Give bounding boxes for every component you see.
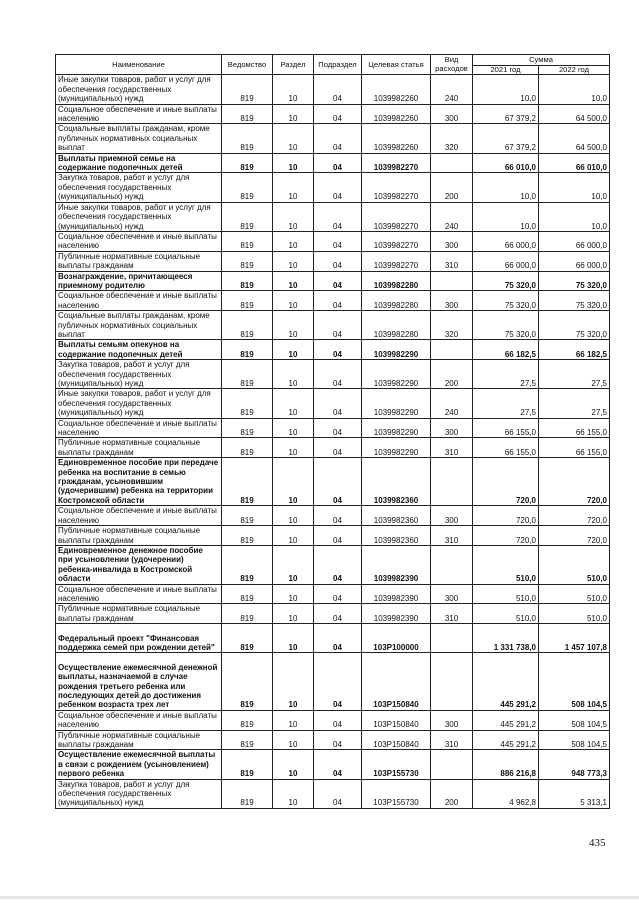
row-sum-2022: 27,5 bbox=[539, 360, 610, 389]
row-section: 10 bbox=[273, 291, 314, 311]
header-exp-type: Вид расходов bbox=[431, 55, 473, 75]
table-row bbox=[56, 124, 610, 153]
table-row bbox=[56, 604, 610, 624]
row-subsection: 04 bbox=[314, 506, 362, 526]
row-section: 10 bbox=[273, 173, 314, 202]
row-name: Осуществление ежемесячной выплаты в связи с рождением (усыновлением) первого ребенка bbox=[56, 750, 222, 779]
row-sum-2022: 75 320,0 bbox=[539, 311, 610, 340]
row-exp-type: 300 bbox=[431, 506, 473, 526]
row-section: 10 bbox=[273, 624, 314, 653]
table-row bbox=[56, 271, 610, 291]
row-exp-type: 310 bbox=[431, 730, 473, 750]
row-sum-2021: 75 320,0 bbox=[473, 271, 539, 291]
row-section: 10 bbox=[273, 153, 314, 173]
row-exp-type: 310 bbox=[431, 604, 473, 624]
row-sum-2022: 66 000,0 bbox=[539, 231, 610, 251]
row-sum-2021: 10,0 bbox=[473, 202, 539, 231]
row-target: 1039982270 bbox=[362, 153, 431, 173]
row-dept: 819 bbox=[222, 173, 273, 202]
row-sum-2022: 10,0 bbox=[539, 202, 610, 231]
row-target: 103P150840 bbox=[362, 710, 431, 730]
row-dept: 819 bbox=[222, 710, 273, 730]
row-name: Социальное обеспечение и иные выплаты населению bbox=[56, 710, 222, 730]
row-sum-2022: 66 155,0 bbox=[539, 438, 610, 458]
row-target: 1039982290 bbox=[362, 418, 431, 438]
row-sum-2022: 66 010,0 bbox=[539, 153, 610, 173]
row-name: Социальное обеспечение и иные выплаты населению bbox=[56, 506, 222, 526]
row-section: 10 bbox=[273, 779, 314, 808]
row-sum-2022: 510,0 bbox=[539, 545, 610, 584]
row-sum-2022: 10,0 bbox=[539, 173, 610, 202]
row-exp-type bbox=[431, 340, 473, 360]
row-subsection: 04 bbox=[314, 104, 362, 124]
budget-table bbox=[55, 54, 610, 809]
row-sum-2022: 510,0 bbox=[539, 604, 610, 624]
row-target: 1039982290 bbox=[362, 389, 431, 418]
row-target: 1039982270 bbox=[362, 202, 431, 231]
header-dept: Ведомство bbox=[222, 55, 273, 75]
row-sum-2021: 1 331 738,0 bbox=[473, 624, 539, 653]
row-section: 10 bbox=[273, 730, 314, 750]
row-subsection: 04 bbox=[314, 604, 362, 624]
row-name: Социальное обеспечение и иные выплаты населению bbox=[56, 291, 222, 311]
header-target: Целевая статья bbox=[362, 55, 431, 75]
row-section: 10 bbox=[273, 75, 314, 104]
page-number: 435 bbox=[589, 837, 606, 849]
row-sum-2021: 445 291,2 bbox=[473, 730, 539, 750]
row-target: 1039982360 bbox=[362, 526, 431, 546]
row-dept: 819 bbox=[222, 340, 273, 360]
row-sum-2022: 508 104,5 bbox=[539, 653, 610, 710]
row-exp-type: 300 bbox=[431, 710, 473, 730]
row-sum-2022: 10,0 bbox=[539, 75, 610, 104]
row-target: 103P155730 bbox=[362, 779, 431, 808]
row-name: Публичные нормативные социальные выплаты гражданам bbox=[56, 526, 222, 546]
budget-sheet bbox=[55, 54, 609, 809]
row-section: 10 bbox=[273, 750, 314, 779]
row-sum-2021: 720,0 bbox=[473, 506, 539, 526]
row-subsection: 04 bbox=[314, 271, 362, 291]
header-subsection: Подраздел bbox=[314, 55, 362, 75]
row-section: 10 bbox=[273, 458, 314, 506]
row-section: 10 bbox=[273, 418, 314, 438]
row-dept: 819 bbox=[222, 311, 273, 340]
row-target: 1039982390 bbox=[362, 584, 431, 604]
row-subsection: 04 bbox=[314, 750, 362, 779]
row-target: 1039982270 bbox=[362, 231, 431, 251]
row-section: 10 bbox=[273, 389, 314, 418]
row-exp-type bbox=[431, 653, 473, 710]
row-subsection: 04 bbox=[314, 624, 362, 653]
row-name: Иные закупки товаров, работ и услуг для обеспечения государственных (муниципальных) нужд bbox=[56, 202, 222, 231]
row-name: Вознаграждение, причитающееся приемному родителю bbox=[56, 271, 222, 291]
row-exp-type: 240 bbox=[431, 389, 473, 418]
row-target: 1039982360 bbox=[362, 458, 431, 506]
row-subsection: 04 bbox=[314, 311, 362, 340]
row-sum-2021: 510,0 bbox=[473, 584, 539, 604]
row-section: 10 bbox=[273, 124, 314, 153]
row-sum-2022: 64 500,0 bbox=[539, 124, 610, 153]
row-subsection: 04 bbox=[314, 153, 362, 173]
table-row bbox=[56, 75, 610, 104]
row-sum-2021: 510,0 bbox=[473, 545, 539, 584]
table-row bbox=[56, 202, 610, 231]
row-sum-2021: 445 291,2 bbox=[473, 653, 539, 710]
row-sum-2022: 720,0 bbox=[539, 506, 610, 526]
row-sum-2022: 75 320,0 bbox=[539, 291, 610, 311]
row-dept: 819 bbox=[222, 124, 273, 153]
row-subsection: 04 bbox=[314, 526, 362, 546]
row-dept: 819 bbox=[222, 458, 273, 506]
row-exp-type: 320 bbox=[431, 311, 473, 340]
row-exp-type: 200 bbox=[431, 360, 473, 389]
row-sum-2022: 75 320,0 bbox=[539, 271, 610, 291]
row-section: 10 bbox=[273, 584, 314, 604]
row-target: 103P100000 bbox=[362, 624, 431, 653]
table-row bbox=[56, 506, 610, 526]
row-subsection: 04 bbox=[314, 124, 362, 153]
row-dept: 819 bbox=[222, 438, 273, 458]
row-section: 10 bbox=[273, 710, 314, 730]
row-exp-type: 310 bbox=[431, 438, 473, 458]
row-sum-2021: 445 291,2 bbox=[473, 710, 539, 730]
row-subsection: 04 bbox=[314, 231, 362, 251]
table-row bbox=[56, 418, 610, 438]
row-sum-2021: 10,0 bbox=[473, 75, 539, 104]
row-exp-type: 200 bbox=[431, 779, 473, 808]
table-row bbox=[56, 710, 610, 730]
row-target: 1039982280 bbox=[362, 271, 431, 291]
row-section: 10 bbox=[273, 202, 314, 231]
table-row bbox=[56, 584, 610, 604]
row-sum-2022: 1 457 107,8 bbox=[539, 624, 610, 653]
header-2021: 2021 год bbox=[473, 66, 539, 75]
row-subsection: 04 bbox=[314, 779, 362, 808]
row-name: Публичные нормативные социальные выплаты гражданам bbox=[56, 438, 222, 458]
row-name: Публичные нормативные социальные выплаты гражданам bbox=[56, 251, 222, 271]
table-row bbox=[56, 389, 610, 418]
row-name: Выплаты приемной семье на содержание подопечных детей bbox=[56, 153, 222, 173]
row-dept: 819 bbox=[222, 526, 273, 546]
table-row bbox=[56, 545, 610, 584]
row-dept: 819 bbox=[222, 604, 273, 624]
row-section: 10 bbox=[273, 271, 314, 291]
row-target: 1039982290 bbox=[362, 340, 431, 360]
row-exp-type: 300 bbox=[431, 104, 473, 124]
row-sum-2022: 64 500,0 bbox=[539, 104, 610, 124]
table-row bbox=[56, 653, 610, 710]
row-sum-2022: 27,5 bbox=[539, 389, 610, 418]
row-sum-2021: 66 182,5 bbox=[473, 340, 539, 360]
row-dept: 819 bbox=[222, 251, 273, 271]
table-row bbox=[56, 730, 610, 750]
row-dept: 819 bbox=[222, 75, 273, 104]
row-section: 10 bbox=[273, 231, 314, 251]
row-section: 10 bbox=[273, 604, 314, 624]
row-name: Социальное обеспечение и иные выплаты населению bbox=[56, 418, 222, 438]
row-dept: 819 bbox=[222, 750, 273, 779]
row-sum-2022: 508 104,5 bbox=[539, 710, 610, 730]
row-exp-type: 300 bbox=[431, 231, 473, 251]
row-dept: 819 bbox=[222, 506, 273, 526]
table-row bbox=[56, 360, 610, 389]
row-exp-type: 310 bbox=[431, 526, 473, 546]
row-subsection: 04 bbox=[314, 545, 362, 584]
row-sum-2021: 510,0 bbox=[473, 604, 539, 624]
table-row bbox=[56, 438, 610, 458]
row-name: Закупка товаров, работ и услуг для обеспечения государственных (муниципальных) нужд bbox=[56, 779, 222, 808]
row-name: Закупка товаров, работ и услуг для обеспечения государственных (муниципальных) нужд bbox=[56, 360, 222, 389]
row-section: 10 bbox=[273, 526, 314, 546]
row-dept: 819 bbox=[222, 584, 273, 604]
row-target: 1039982390 bbox=[362, 604, 431, 624]
row-target: 1039982280 bbox=[362, 311, 431, 340]
row-sum-2022: 508 104,5 bbox=[539, 730, 610, 750]
row-subsection: 04 bbox=[314, 653, 362, 710]
table-row bbox=[56, 526, 610, 546]
table-row bbox=[56, 458, 610, 506]
header-sum: Сумма bbox=[473, 55, 610, 66]
row-sum-2022: 720,0 bbox=[539, 526, 610, 546]
row-dept: 819 bbox=[222, 231, 273, 251]
table-body bbox=[56, 75, 610, 808]
row-name: Осуществление ежемесячной денежной выплаты, назначаемой в случае рождения третьего ребенка или последующих детей до достижения ребенком возраста трех лет bbox=[56, 653, 222, 710]
row-sum-2021: 10,0 bbox=[473, 173, 539, 202]
row-dept: 819 bbox=[222, 779, 273, 808]
row-name: Федеральный проект "Финансовая поддержка семей при рождении детей" bbox=[56, 624, 222, 653]
row-name: Социальное обеспечение и иные выплаты населению bbox=[56, 231, 222, 251]
row-section: 10 bbox=[273, 104, 314, 124]
row-name: Социальные выплаты гражданам, кроме публичных нормативных социальных выплат bbox=[56, 311, 222, 340]
row-sum-2021: 886 216,8 bbox=[473, 750, 539, 779]
row-exp-type bbox=[431, 153, 473, 173]
row-section: 10 bbox=[273, 340, 314, 360]
row-exp-type: 240 bbox=[431, 75, 473, 104]
header-2022: 2022 год bbox=[539, 66, 610, 75]
row-name: Выплаты семьям опекунов на содержание подопечных детей bbox=[56, 340, 222, 360]
table-row bbox=[56, 750, 610, 779]
row-target: 1039982270 bbox=[362, 251, 431, 271]
row-exp-type bbox=[431, 624, 473, 653]
table-row bbox=[56, 173, 610, 202]
row-exp-type: 240 bbox=[431, 202, 473, 231]
table-row bbox=[56, 153, 610, 173]
row-exp-type: 200 bbox=[431, 173, 473, 202]
row-name: Публичные нормативные социальные выплаты гражданам bbox=[56, 604, 222, 624]
row-sum-2021: 27,5 bbox=[473, 389, 539, 418]
row-sum-2022: 948 773,3 bbox=[539, 750, 610, 779]
row-sum-2022: 510,0 bbox=[539, 584, 610, 604]
row-dept: 819 bbox=[222, 153, 273, 173]
row-sum-2021: 720,0 bbox=[473, 526, 539, 546]
row-target: 103P150840 bbox=[362, 653, 431, 710]
row-subsection: 04 bbox=[314, 340, 362, 360]
row-section: 10 bbox=[273, 506, 314, 526]
row-target: 1039982280 bbox=[362, 291, 431, 311]
row-exp-type: 320 bbox=[431, 124, 473, 153]
row-name: Публичные нормативные социальные выплаты гражданам bbox=[56, 730, 222, 750]
row-exp-type bbox=[431, 750, 473, 779]
table-row bbox=[56, 340, 610, 360]
row-subsection: 04 bbox=[314, 438, 362, 458]
row-name: Единовременное денежное пособие при усыновлении (удочерении) ребенка-инвалида в Костромской области bbox=[56, 545, 222, 584]
row-sum-2021: 75 320,0 bbox=[473, 311, 539, 340]
row-subsection: 04 bbox=[314, 75, 362, 104]
row-dept: 819 bbox=[222, 418, 273, 438]
row-exp-type: 300 bbox=[431, 291, 473, 311]
row-sum-2021: 67 379,2 bbox=[473, 104, 539, 124]
row-target: 1039982290 bbox=[362, 438, 431, 458]
row-subsection: 04 bbox=[314, 584, 362, 604]
row-exp-type bbox=[431, 545, 473, 584]
row-section: 10 bbox=[273, 653, 314, 710]
row-dept: 819 bbox=[222, 360, 273, 389]
row-target: 1039982360 bbox=[362, 506, 431, 526]
row-dept: 819 bbox=[222, 730, 273, 750]
row-sum-2022: 66 155,0 bbox=[539, 418, 610, 438]
table-row bbox=[56, 779, 610, 808]
row-sum-2021: 27,5 bbox=[473, 360, 539, 389]
row-subsection: 04 bbox=[314, 173, 362, 202]
row-sum-2022: 66 000,0 bbox=[539, 251, 610, 271]
row-sum-2021: 66 155,0 bbox=[473, 418, 539, 438]
row-section: 10 bbox=[273, 251, 314, 271]
table-row bbox=[56, 291, 610, 311]
row-sum-2021: 66 010,0 bbox=[473, 153, 539, 173]
row-name: Закупка товаров, работ и услуг для обеспечения государственных (муниципальных) нужд bbox=[56, 173, 222, 202]
row-sum-2021: 66 000,0 bbox=[473, 251, 539, 271]
row-target: 1039982260 bbox=[362, 75, 431, 104]
row-subsection: 04 bbox=[314, 710, 362, 730]
table-header bbox=[56, 55, 610, 75]
row-dept: 819 bbox=[222, 653, 273, 710]
row-subsection: 04 bbox=[314, 291, 362, 311]
row-dept: 819 bbox=[222, 202, 273, 231]
row-dept: 819 bbox=[222, 104, 273, 124]
row-dept: 819 bbox=[222, 271, 273, 291]
row-sum-2022: 5 313,1 bbox=[539, 779, 610, 808]
row-section: 10 bbox=[273, 360, 314, 389]
table-row bbox=[56, 624, 610, 653]
row-name: Единовременное пособие при передаче ребенка на воспитание в семью гражданам, усыновившим (удочерившим) ребенка на территории Костромской области bbox=[56, 458, 222, 506]
row-exp-type bbox=[431, 271, 473, 291]
table-row bbox=[56, 231, 610, 251]
row-name: Социальное обеспечение и иные выплаты населению bbox=[56, 584, 222, 604]
row-name: Иные закупки товаров, работ и услуг для обеспечения государственных (муниципальных) нужд bbox=[56, 75, 222, 104]
header-section: Раздел bbox=[273, 55, 314, 75]
header-name: Наименование bbox=[56, 55, 222, 75]
row-sum-2021: 67 379,2 bbox=[473, 124, 539, 153]
row-dept: 819 bbox=[222, 624, 273, 653]
row-exp-type: 300 bbox=[431, 418, 473, 438]
row-name: Социальное обеспечение и иные выплаты населению bbox=[56, 104, 222, 124]
row-name: Социальные выплаты гражданам, кроме публичных нормативных социальных выплат bbox=[56, 124, 222, 153]
row-sum-2021: 4 962,8 bbox=[473, 779, 539, 808]
row-subsection: 04 bbox=[314, 251, 362, 271]
row-section: 10 bbox=[273, 545, 314, 584]
row-target: 103P150840 bbox=[362, 730, 431, 750]
scan-edge bbox=[0, 896, 639, 899]
row-subsection: 04 bbox=[314, 418, 362, 438]
row-sum-2021: 66 000,0 bbox=[473, 231, 539, 251]
row-target: 1039982260 bbox=[362, 104, 431, 124]
row-target: 1039982290 bbox=[362, 360, 431, 389]
row-subsection: 04 bbox=[314, 389, 362, 418]
table-row bbox=[56, 104, 610, 124]
row-section: 10 bbox=[273, 438, 314, 458]
row-sum-2021: 75 320,0 bbox=[473, 291, 539, 311]
row-sum-2022: 720,0 bbox=[539, 458, 610, 506]
row-exp-type: 310 bbox=[431, 251, 473, 271]
row-exp-type: 300 bbox=[431, 584, 473, 604]
row-subsection: 04 bbox=[314, 730, 362, 750]
table-row bbox=[56, 311, 610, 340]
row-name: Иные закупки товаров, работ и услуг для обеспечения государственных (муниципальных) нужд bbox=[56, 389, 222, 418]
row-subsection: 04 bbox=[314, 458, 362, 506]
row-target: 1039982390 bbox=[362, 545, 431, 584]
row-sum-2021: 720,0 bbox=[473, 458, 539, 506]
row-section: 10 bbox=[273, 311, 314, 340]
table-row bbox=[56, 251, 610, 271]
row-target: 103P155730 bbox=[362, 750, 431, 779]
row-subsection: 04 bbox=[314, 360, 362, 389]
row-subsection: 04 bbox=[314, 202, 362, 231]
row-target: 1039982260 bbox=[362, 124, 431, 153]
row-sum-2022: 66 182,5 bbox=[539, 340, 610, 360]
row-dept: 819 bbox=[222, 389, 273, 418]
row-dept: 819 bbox=[222, 291, 273, 311]
row-exp-type bbox=[431, 458, 473, 506]
row-target: 1039982270 bbox=[362, 173, 431, 202]
row-dept: 819 bbox=[222, 545, 273, 584]
row-sum-2021: 66 155,0 bbox=[473, 438, 539, 458]
